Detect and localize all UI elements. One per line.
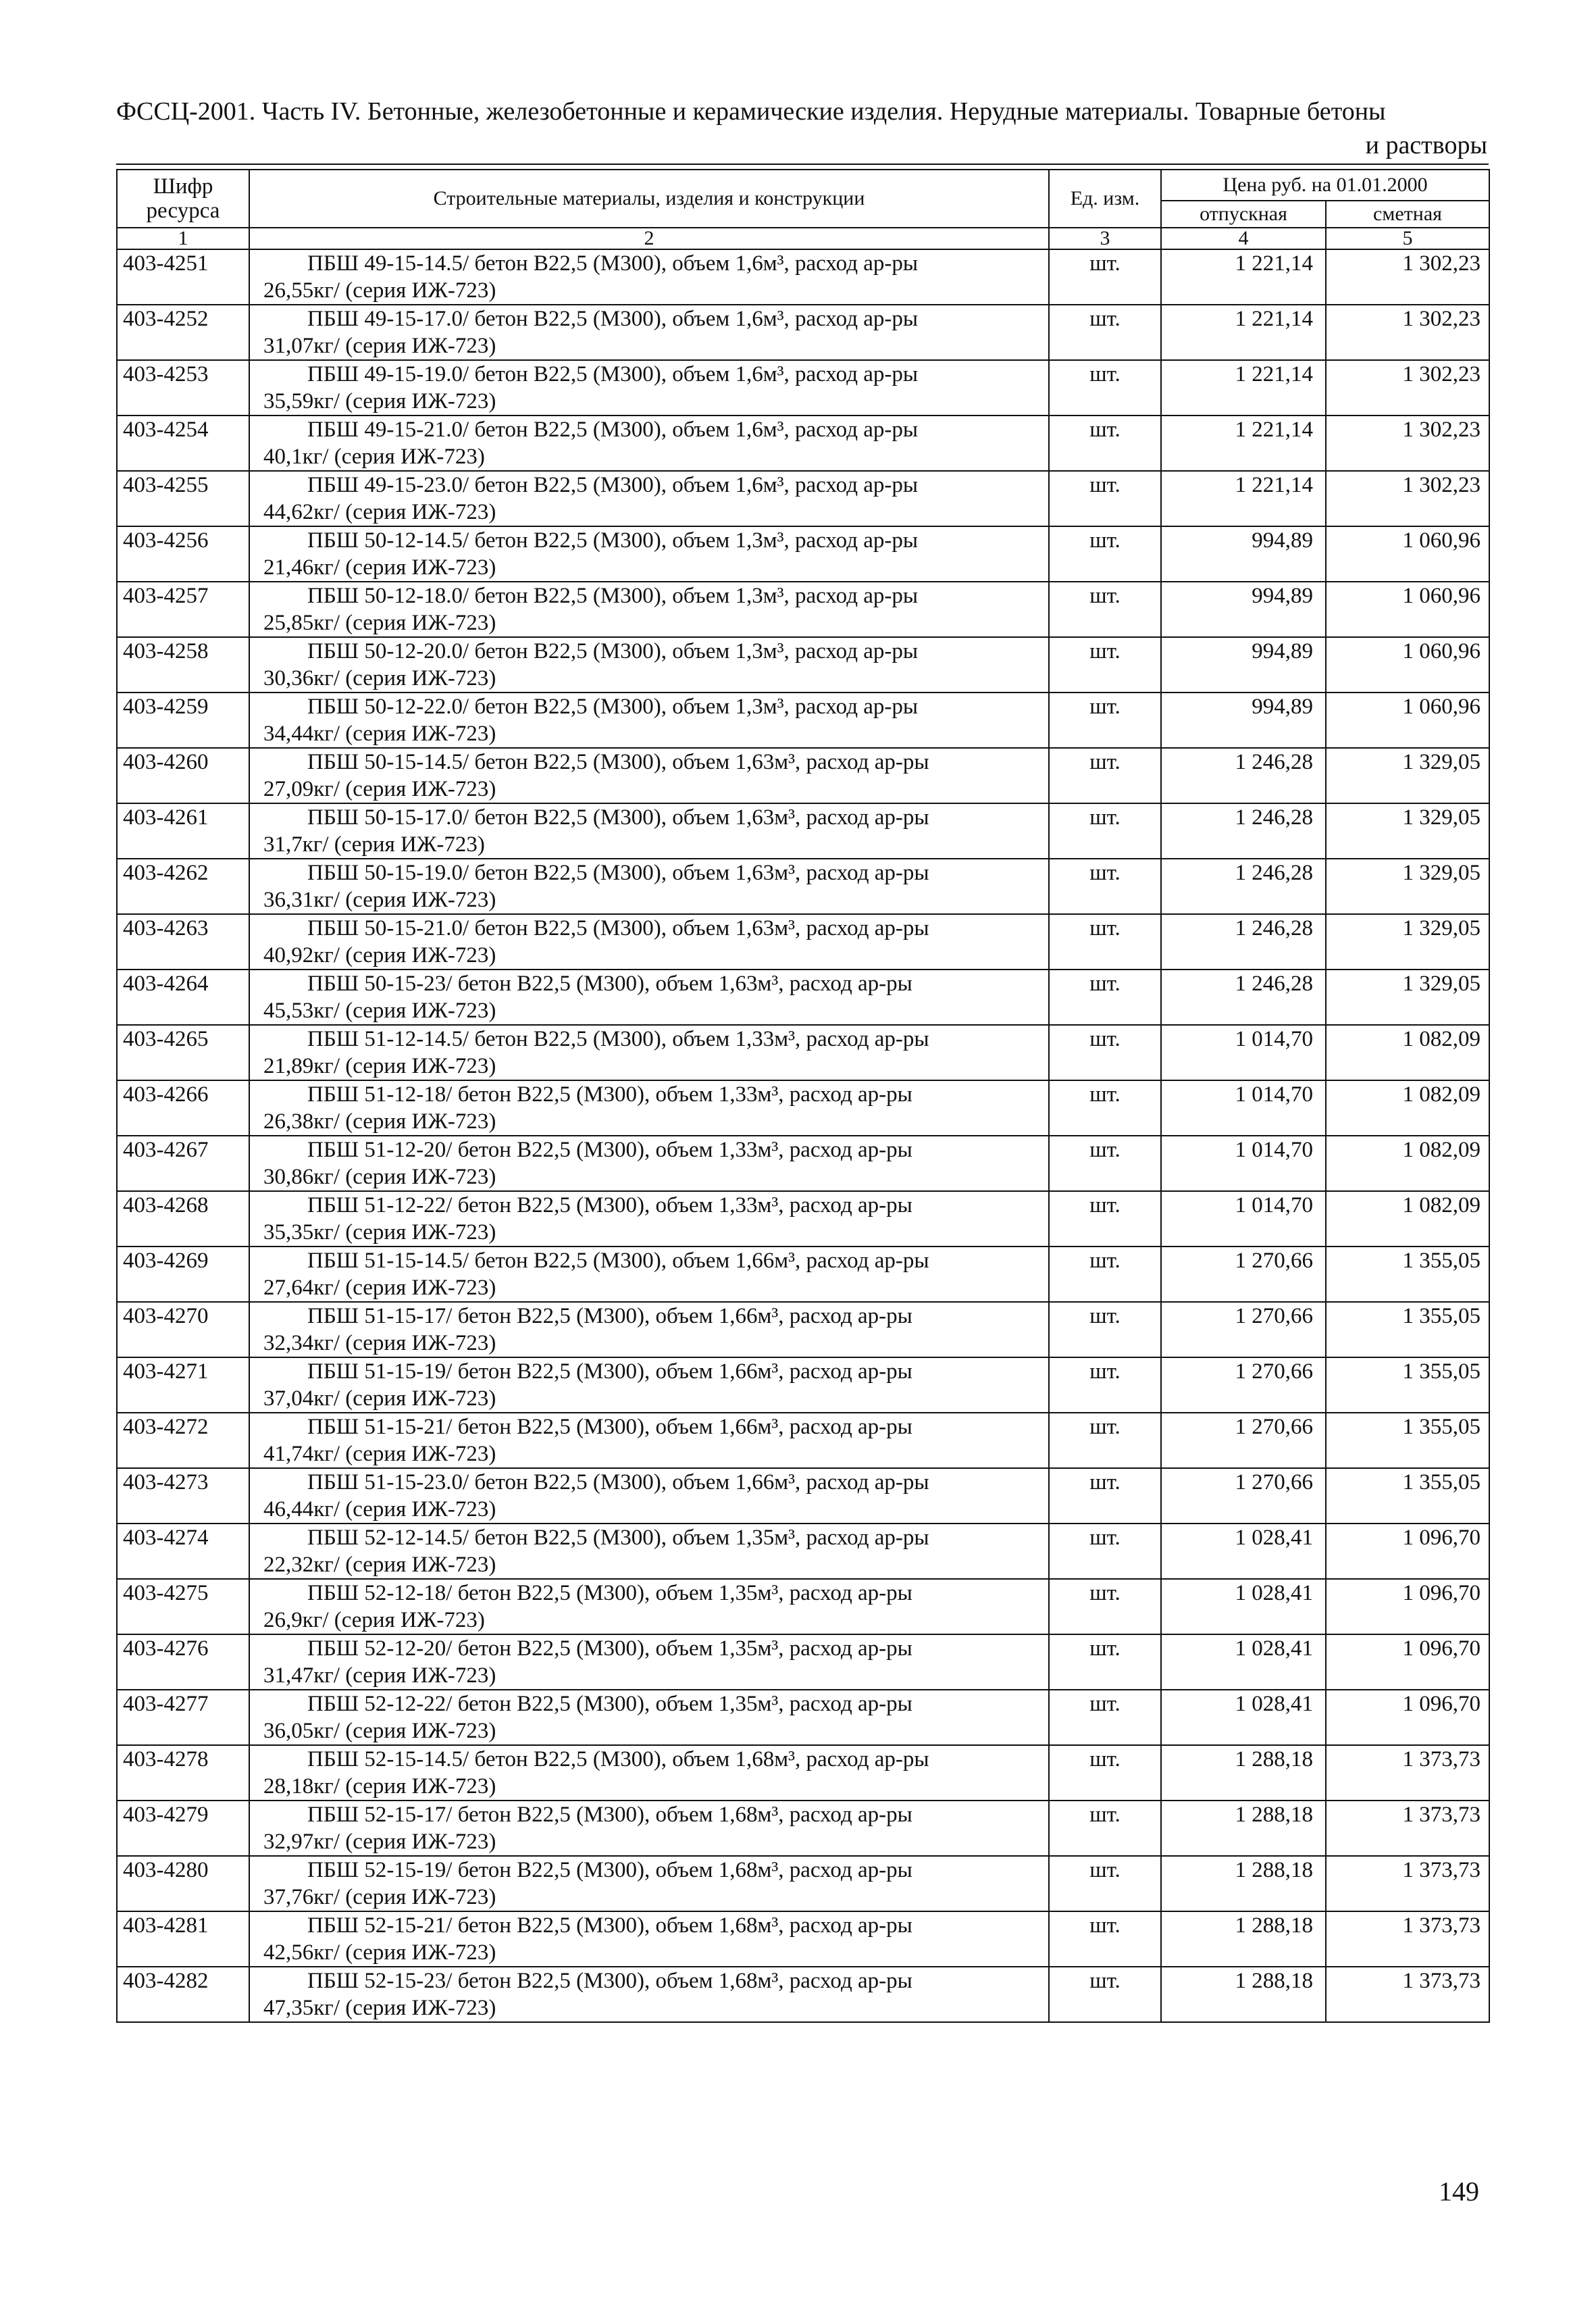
release-price: 1 221,14 [1161, 471, 1326, 526]
unit: шт. [1049, 360, 1161, 416]
table-row [117, 1911, 1489, 1967]
release-price: 1 014,70 [1161, 1136, 1326, 1191]
material-name-line2: 28,18кг/ (серия ИЖ-723) [263, 1774, 496, 1799]
resource-code: 403-4261 [117, 803, 249, 859]
resource-code: 403-4269 [117, 1247, 249, 1302]
material-name [249, 803, 1049, 859]
table-row [117, 1302, 1489, 1357]
material-name-line1: ПБШ 49-15-19.0/ бетон В22,5 (М300), объем 1,6м³, расход ар-ры [307, 362, 919, 386]
resource-code: 403-4270 [117, 1302, 249, 1357]
col-header-unit [1049, 170, 1161, 228]
material-name [249, 1191, 1049, 1247]
material-name-line2: 37,76кг/ (серия ИЖ-723) [263, 1885, 496, 1909]
estimate-price: 1 329,05 [1326, 859, 1489, 914]
material-name-line2: 22,32кг/ (серия ИЖ-723) [263, 1553, 496, 1577]
unit: шт. [1049, 859, 1161, 914]
material-name [249, 582, 1049, 637]
resource-code: 403-4265 [117, 1025, 249, 1080]
material-name-line2: 42,56кг/ (серия ИЖ-723) [263, 1940, 496, 1965]
unit: шт. [1049, 1690, 1161, 1745]
column-number: 4 [1161, 228, 1326, 249]
material-name-line1: ПБШ 51-12-22/ бетон В22,5 (М300), объем 1,33м³, расход ар-ры [307, 1193, 912, 1217]
release-price: 1 246,28 [1161, 914, 1326, 970]
resource-code: 403-4263 [117, 914, 249, 970]
table-row [117, 1801, 1489, 1856]
estimate-price: 1 302,23 [1326, 360, 1489, 416]
estimate-price: 1 329,05 [1326, 970, 1489, 1025]
unit: шт. [1049, 803, 1161, 859]
estimate-price: 1 302,23 [1326, 305, 1489, 360]
material-name-line1: ПБШ 52-12-20/ бетон В22,5 (М300), объем 1,35м³, расход ар-ры [307, 1636, 912, 1661]
material-name [249, 1801, 1049, 1856]
unit: шт. [1049, 1634, 1161, 1690]
material-name-line2: 44,62кг/ (серия ИЖ-723) [263, 500, 496, 524]
estimate-price: 1 096,70 [1326, 1690, 1489, 1745]
estimate-price: 1 329,05 [1326, 748, 1489, 803]
material-name-line2: 41,74кг/ (серия ИЖ-723) [263, 1442, 496, 1466]
header-title-line1: ФССЦ-2001. Часть IV. Бетонные, железобетонные и керамические изделия. Нерудные материалы. Товарные бетоны [116, 97, 1386, 126]
estimate-price: 1 096,70 [1326, 1579, 1489, 1634]
resource-code: 403-4280 [117, 1856, 249, 1911]
material-name [249, 416, 1049, 471]
release-price: 1 270,66 [1161, 1413, 1326, 1468]
header-title-line2: и растворы [1365, 131, 1487, 159]
unit: шт. [1049, 1080, 1161, 1136]
table-row [117, 1579, 1489, 1634]
material-name-line1: ПБШ 49-15-17.0/ бетон В22,5 (М300), объем 1,6м³, расход ар-ры [307, 307, 919, 331]
material-name [249, 1357, 1049, 1413]
release-price: 1 014,70 [1161, 1025, 1326, 1080]
table-row [117, 416, 1489, 471]
col-header-estimate-label: сметная [1373, 203, 1442, 225]
table-row [117, 748, 1489, 803]
material-name [249, 1136, 1049, 1191]
estimate-price: 1 302,23 [1326, 471, 1489, 526]
material-name-line1: ПБШ 49-15-14.5/ бетон В22,5 (М300), объем 1,6м³, расход ар-ры [307, 251, 919, 276]
table-row [117, 637, 1489, 693]
material-name-line1: ПБШ 51-12-18/ бетон В22,5 (М300), объем 1,33м³, расход ар-ры [307, 1082, 912, 1107]
material-name-line1: ПБШ 51-12-14.5/ бетон В22,5 (М300), объем 1,33м³, расход ар-ры [307, 1027, 929, 1051]
col-header-name-label: Строительные материалы, изделия и конструкции [433, 187, 865, 209]
col-header-estimate [1326, 201, 1489, 228]
table-row [117, 305, 1489, 360]
material-name [249, 1302, 1049, 1357]
table-row [117, 1967, 1489, 2022]
resource-code: 403-4264 [117, 970, 249, 1025]
material-name-line2: 40,1кг/ (серия ИЖ-723) [263, 445, 485, 469]
resource-code: 403-4255 [117, 471, 249, 526]
estimate-price: 1 060,96 [1326, 526, 1489, 582]
material-name-line2: 36,05кг/ (серия ИЖ-723) [263, 1719, 496, 1743]
col-header-price [1161, 170, 1489, 201]
material-name-line2: 37,04кг/ (серия ИЖ-723) [263, 1386, 496, 1411]
column-number: 1 [117, 228, 249, 249]
release-price: 1 014,70 [1161, 1191, 1326, 1247]
material-name [249, 305, 1049, 360]
material-name-line1: ПБШ 52-15-19/ бетон В22,5 (М300), объем 1,68м³, расход ар-ры [307, 1858, 912, 1882]
material-name-line2: 46,44кг/ (серия ИЖ-723) [263, 1497, 496, 1521]
table-row [117, 859, 1489, 914]
estimate-price: 1 373,73 [1326, 1856, 1489, 1911]
material-name [249, 1690, 1049, 1745]
material-name-line2: 21,46кг/ (серия ИЖ-723) [263, 555, 496, 580]
material-name-line1: ПБШ 51-15-19/ бетон В22,5 (М300), объем 1,66м³, расход ар-ры [307, 1359, 912, 1384]
material-name [249, 914, 1049, 970]
col-header-release-label: отпускная [1200, 203, 1287, 225]
resource-code: 403-4275 [117, 1579, 249, 1634]
unit: шт. [1049, 582, 1161, 637]
release-price: 1 270,66 [1161, 1468, 1326, 1524]
material-name-line1: ПБШ 52-15-23/ бетон В22,5 (М300), объем 1,68м³, расход ар-ры [307, 1969, 912, 1993]
material-name [249, 1468, 1049, 1524]
table-row [117, 1357, 1489, 1413]
release-price: 1 270,66 [1161, 1302, 1326, 1357]
table-row [117, 360, 1489, 416]
unit: шт. [1049, 1136, 1161, 1191]
material-name [249, 1745, 1049, 1801]
release-price: 1 246,28 [1161, 748, 1326, 803]
material-name-line1: ПБШ 50-12-18.0/ бетон В22,5 (М300), объем 1,3м³, расход ар-ры [307, 584, 919, 608]
material-name-line1: ПБШ 52-12-18/ бетон В22,5 (М300), объем 1,35м³, расход ар-ры [307, 1581, 912, 1605]
estimate-price: 1 082,09 [1326, 1136, 1489, 1191]
resource-code: 403-4259 [117, 693, 249, 748]
resource-code: 403-4254 [117, 416, 249, 471]
resource-code: 403-4253 [117, 360, 249, 416]
material-name-line1: ПБШ 52-15-17/ бетон В22,5 (М300), объем 1,68м³, расход ар-ры [307, 1803, 912, 1827]
estimate-price: 1 329,05 [1326, 803, 1489, 859]
col-header-code [117, 170, 249, 228]
material-name [249, 1524, 1049, 1579]
estimate-price: 1 096,70 [1326, 1634, 1489, 1690]
release-price: 994,89 [1161, 693, 1326, 748]
material-name-line2: 26,9кг/ (серия ИЖ-723) [263, 1608, 485, 1632]
unit: шт. [1049, 1911, 1161, 1967]
release-price: 1 288,18 [1161, 1801, 1326, 1856]
table-row [117, 1191, 1489, 1247]
unit: шт. [1049, 914, 1161, 970]
unit: шт. [1049, 1357, 1161, 1413]
col-header-release [1161, 201, 1326, 228]
estimate-price: 1 355,05 [1326, 1247, 1489, 1302]
material-name-line1: ПБШ 50-15-23/ бетон В22,5 (М300), объем 1,63м³, расход ар-ры [307, 972, 912, 996]
resource-code: 403-4266 [117, 1080, 249, 1136]
unit: шт. [1049, 637, 1161, 693]
estimate-price: 1 355,05 [1326, 1357, 1489, 1413]
release-price: 1 221,14 [1161, 416, 1326, 471]
estimate-price: 1 355,05 [1326, 1468, 1489, 1524]
material-name-line2: 35,35кг/ (серия ИЖ-723) [263, 1220, 496, 1244]
material-name-line2: 32,97кг/ (серия ИЖ-723) [263, 1830, 496, 1854]
unit: шт. [1049, 1413, 1161, 1468]
table-row [117, 1856, 1489, 1911]
release-price: 1 014,70 [1161, 1080, 1326, 1136]
material-name-line1: ПБШ 50-15-14.5/ бетон В22,5 (М300), объем 1,63м³, расход ар-ры [307, 750, 929, 774]
unit: шт. [1049, 526, 1161, 582]
material-name-line1: ПБШ 50-12-22.0/ бетон В22,5 (М300), объем 1,3м³, расход ар-ры [307, 695, 919, 719]
unit: шт. [1049, 748, 1161, 803]
unit: шт. [1049, 1247, 1161, 1302]
release-price: 1 246,28 [1161, 859, 1326, 914]
material-name-line2: 34,44кг/ (серия ИЖ-723) [263, 722, 496, 746]
material-name-line2: 21,89кг/ (серия ИЖ-723) [263, 1054, 496, 1078]
material-name-line1: ПБШ 52-15-21/ бетон В22,5 (М300), объем 1,68м³, расход ар-ры [307, 1913, 912, 1938]
resource-code: 403-4260 [117, 748, 249, 803]
release-price: 994,89 [1161, 526, 1326, 582]
material-name [249, 526, 1049, 582]
unit: шт. [1049, 1025, 1161, 1080]
material-name-line1: ПБШ 52-12-22/ бетон В22,5 (М300), объем 1,35м³, расход ар-ры [307, 1692, 912, 1716]
material-name-line1: ПБШ 49-15-23.0/ бетон В22,5 (М300), объем 1,6м³, расход ар-ры [307, 473, 919, 497]
resource-code: 403-4272 [117, 1413, 249, 1468]
resource-code: 403-4273 [117, 1468, 249, 1524]
estimate-price: 1 355,05 [1326, 1302, 1489, 1357]
table-row [117, 1080, 1489, 1136]
material-name-line1: ПБШ 51-12-20/ бетон В22,5 (М300), объем 1,33м³, расход ар-ры [307, 1138, 912, 1162]
material-name [249, 249, 1049, 305]
unit: шт. [1049, 1801, 1161, 1856]
material-name [249, 1247, 1049, 1302]
material-name-line2: 47,35кг/ (серия ИЖ-723) [263, 1996, 496, 2020]
estimate-price: 1 082,09 [1326, 1025, 1489, 1080]
estimate-price: 1 373,73 [1326, 1911, 1489, 1967]
release-price: 1 288,18 [1161, 1745, 1326, 1801]
release-price: 1 028,41 [1161, 1690, 1326, 1745]
material-name [249, 748, 1049, 803]
resource-code: 403-4257 [117, 582, 249, 637]
resource-code: 403-4258 [117, 637, 249, 693]
material-name-line1: ПБШ 51-15-14.5/ бетон В22,5 (М300), объем 1,66м³, расход ар-ры [307, 1249, 929, 1273]
column-number: 3 [1049, 228, 1161, 249]
resource-code: 403-4278 [117, 1745, 249, 1801]
estimate-price: 1 060,96 [1326, 582, 1489, 637]
material-name-line1: ПБШ 49-15-21.0/ бетон В22,5 (М300), объем 1,6м³, расход ар-ры [307, 418, 919, 442]
release-price: 1 028,41 [1161, 1579, 1326, 1634]
table-row [117, 970, 1489, 1025]
estimate-price: 1 329,05 [1326, 914, 1489, 970]
release-price: 1 221,14 [1161, 360, 1326, 416]
material-name [249, 1025, 1049, 1080]
material-name-line2: 25,85кг/ (серия ИЖ-723) [263, 611, 496, 635]
table-row [117, 914, 1489, 970]
unit: шт. [1049, 416, 1161, 471]
table-row [117, 471, 1489, 526]
table-row [117, 693, 1489, 748]
resource-code: 403-4277 [117, 1690, 249, 1745]
material-name-line2: 31,47кг/ (серия ИЖ-723) [263, 1663, 496, 1688]
material-name-line2: 31,07кг/ (серия ИЖ-723) [263, 334, 496, 358]
material-name-line2: 45,53кг/ (серия ИЖ-723) [263, 999, 496, 1023]
estimate-price: 1 373,73 [1326, 1745, 1489, 1801]
material-name-line2: 36,31кг/ (серия ИЖ-723) [263, 888, 496, 912]
col-header-name [249, 170, 1049, 228]
estimate-price: 1 373,73 [1326, 1967, 1489, 2022]
release-price: 994,89 [1161, 582, 1326, 637]
material-name-line2: 30,86кг/ (серия ИЖ-723) [263, 1165, 496, 1189]
resource-code: 403-4262 [117, 859, 249, 914]
price-table [116, 169, 1490, 2023]
material-name [249, 1634, 1049, 1690]
col-header-code-label: Шифр ресурса [146, 174, 220, 223]
release-price: 1 028,41 [1161, 1524, 1326, 1579]
material-name [249, 859, 1049, 914]
material-name-line1: ПБШ 50-15-19.0/ бетон В22,5 (М300), объем 1,63м³, расход ар-ры [307, 861, 929, 885]
resource-code: 403-4267 [117, 1136, 249, 1191]
material-name-line2: 26,38кг/ (серия ИЖ-723) [263, 1109, 496, 1134]
table-row [117, 582, 1489, 637]
unit: шт. [1049, 1302, 1161, 1357]
resource-code: 403-4276 [117, 1634, 249, 1690]
release-price: 1 288,18 [1161, 1967, 1326, 2022]
material-name-line1: ПБШ 50-15-21.0/ бетон В22,5 (М300), объем 1,63м³, расход ар-ры [307, 916, 929, 940]
material-name-line1: ПБШ 51-15-23.0/ бетон В22,5 (М300), объем 1,66м³, расход ар-ры [307, 1470, 929, 1494]
material-name [249, 637, 1049, 693]
material-name-line2: 30,36кг/ (серия ИЖ-723) [263, 666, 496, 690]
material-name-line2: 27,09кг/ (серия ИЖ-723) [263, 777, 496, 801]
material-name-line2: 35,59кг/ (серия ИЖ-723) [263, 389, 496, 413]
unit: шт. [1049, 1745, 1161, 1801]
release-price: 1 221,14 [1161, 249, 1326, 305]
release-price: 1 288,18 [1161, 1911, 1326, 1967]
page-number: 149 [1439, 2176, 1479, 2207]
header-rule [116, 164, 1489, 165]
resource-code: 403-4282 [117, 1967, 249, 2022]
unit: шт. [1049, 249, 1161, 305]
material-name-line1: ПБШ 51-15-17/ бетон В22,5 (М300), объем 1,66м³, расход ар-ры [307, 1304, 912, 1328]
resource-code: 403-4268 [117, 1191, 249, 1247]
material-name-line1: ПБШ 50-12-20.0/ бетон В22,5 (М300), объем 1,3м³, расход ар-ры [307, 639, 919, 663]
material-name-line2: 40,92кг/ (серия ИЖ-723) [263, 943, 496, 967]
table-row [117, 1468, 1489, 1524]
resource-code: 403-4281 [117, 1911, 249, 1967]
table-row [117, 249, 1489, 305]
estimate-price: 1 096,70 [1326, 1524, 1489, 1579]
table-row [117, 1413, 1489, 1468]
table-row [117, 803, 1489, 859]
estimate-price: 1 355,05 [1326, 1413, 1489, 1468]
material-name [249, 1911, 1049, 1967]
table-row [117, 526, 1489, 582]
column-number-row [117, 228, 1489, 249]
material-name-line2: 27,64кг/ (серия ИЖ-723) [263, 1276, 496, 1300]
unit: шт. [1049, 471, 1161, 526]
table-row [117, 1524, 1489, 1579]
material-name-line2: 26,55кг/ (серия ИЖ-723) [263, 278, 496, 303]
unit: шт. [1049, 1579, 1161, 1634]
material-name-line1: ПБШ 52-12-14.5/ бетон В22,5 (М300), объем 1,35м³, расход ар-ры [307, 1526, 929, 1550]
material-name [249, 471, 1049, 526]
release-price: 1 246,28 [1161, 970, 1326, 1025]
estimate-price: 1 060,96 [1326, 693, 1489, 748]
release-price: 1 028,41 [1161, 1634, 1326, 1690]
unit: шт. [1049, 1468, 1161, 1524]
material-name-line1: ПБШ 50-15-17.0/ бетон В22,5 (М300), объем 1,63м³, расход ар-ры [307, 805, 929, 830]
resource-code: 403-4251 [117, 249, 249, 305]
release-price: 1 270,66 [1161, 1357, 1326, 1413]
material-name-line2: 32,34кг/ (серия ИЖ-723) [263, 1331, 496, 1355]
estimate-price: 1 060,96 [1326, 637, 1489, 693]
resource-code: 403-4274 [117, 1524, 249, 1579]
estimate-price: 1 082,09 [1326, 1080, 1489, 1136]
estimate-price: 1 082,09 [1326, 1191, 1489, 1247]
material-name [249, 1967, 1049, 2022]
unit: шт. [1049, 1191, 1161, 1247]
release-price: 994,89 [1161, 637, 1326, 693]
material-name [249, 693, 1049, 748]
column-number: 5 [1326, 228, 1489, 249]
table-row [117, 1136, 1489, 1191]
material-name-line1: ПБШ 51-15-21/ бетон В22,5 (М300), объем 1,66м³, расход ар-ры [307, 1415, 912, 1439]
resource-code: 403-4279 [117, 1801, 249, 1856]
material-name-line2: 31,7кг/ (серия ИЖ-723) [263, 832, 485, 857]
unit: шт. [1049, 970, 1161, 1025]
estimate-price: 1 373,73 [1326, 1801, 1489, 1856]
material-name [249, 360, 1049, 416]
release-price: 1 221,14 [1161, 305, 1326, 360]
unit: шт. [1049, 305, 1161, 360]
table-row [117, 1247, 1489, 1302]
material-name-line1: ПБШ 50-12-14.5/ бетон В22,5 (М300), объем 1,3м³, расход ар-ры [307, 528, 919, 553]
col-header-unit-label: Ед. изм. [1070, 187, 1140, 209]
col-header-price-label: Цена руб. на 01.01.2000 [1222, 174, 1428, 196]
unit: шт. [1049, 693, 1161, 748]
material-name-line1: ПБШ 52-15-14.5/ бетон В22,5 (М300), объем 1,68м³, расход ар-ры [307, 1747, 929, 1771]
page-header [116, 95, 1487, 162]
table-row [117, 1634, 1489, 1690]
material-name [249, 1413, 1049, 1468]
resource-code: 403-4252 [117, 305, 249, 360]
release-price: 1 270,66 [1161, 1247, 1326, 1302]
release-price: 1 288,18 [1161, 1856, 1326, 1911]
material-name [249, 1579, 1049, 1634]
unit: шт. [1049, 1967, 1161, 2022]
table-row [117, 1690, 1489, 1745]
material-name [249, 1080, 1049, 1136]
estimate-price: 1 302,23 [1326, 249, 1489, 305]
table-row [117, 1745, 1489, 1801]
unit: шт. [1049, 1524, 1161, 1579]
column-number: 2 [249, 228, 1049, 249]
table-row [117, 1025, 1489, 1080]
unit: шт. [1049, 1856, 1161, 1911]
material-name [249, 1856, 1049, 1911]
material-name [249, 970, 1049, 1025]
release-price: 1 246,28 [1161, 803, 1326, 859]
resource-code: 403-4256 [117, 526, 249, 582]
resource-code: 403-4271 [117, 1357, 249, 1413]
estimate-price: 1 302,23 [1326, 416, 1489, 471]
